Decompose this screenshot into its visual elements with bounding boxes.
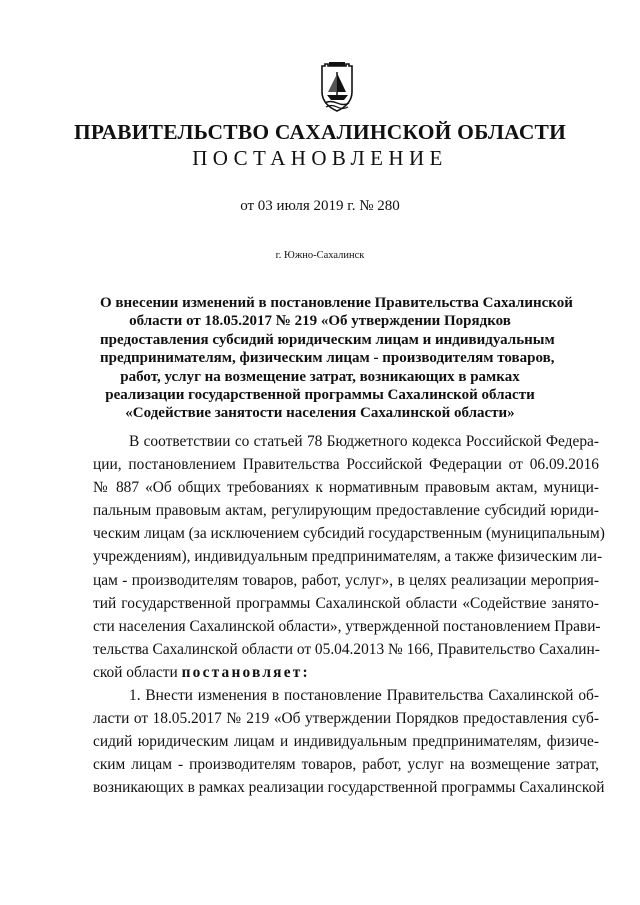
heading-line: предпринимателям, физическим лицам - производителям товаров, [100, 350, 555, 367]
heading-line: работ, услуг на возмещение затрат, возникающих в рамках [120, 368, 520, 385]
document-body [93, 430, 605, 800]
resolution-prefix: ской области [93, 663, 182, 681]
body-line: № 887 «Об общих требованиях к нормативным правовым актам, муници- [93, 479, 599, 497]
body-line: ции, постановлением Правительства Российской Федерации от 06.09.2016 [93, 456, 599, 474]
body-line: учреждениям), индивидуальным предпринимателям, а также физическим ли- [93, 548, 603, 566]
body-line: ческим лицам (за исключением субсидий государственным (муниципальным) [93, 525, 605, 543]
document-heading [100, 294, 573, 423]
body-line: пальным правовым актам, регулирующим предоставление субсидий юриди- [93, 502, 599, 520]
heading-line: области от 18.05.2017 № 219 «Об утверждении Порядков [129, 313, 511, 330]
body-line: ласти от 18.05.2017 № 219 «Об утверждении Порядков предоставления суб- [93, 710, 599, 728]
body-line: тий государственной программы Сахалинской области «Содействие занято- [93, 594, 599, 612]
body-line: В соответствии со статьей 78 Бюджетного кодекса Российской Федера- [129, 433, 599, 450]
heading-line: реализации государственной программы Сахалинской области [105, 387, 535, 404]
body-line-resolution [93, 661, 599, 684]
heading-line: «Содействие занятости населения Сахалинской области» [125, 405, 515, 422]
body-line: тельства Сахалинской области от 05.04.2013 № 166, Правительство Сахалин- [93, 640, 600, 658]
body-line: возникающих в рамках реализации государственной программы Сахалинской [93, 779, 605, 797]
body-line: ским лицам - производителям товаров, работ, услуг на возмещение затрат, [93, 756, 599, 774]
document-type: ПОСТАНОВЛЕНИЕ [192, 146, 448, 170]
heading-line: О внесении изменений в постановление Правительства Сахалинской [100, 295, 573, 311]
heading-line: предоставления субсидий юридическим лицам и индивидуальным [100, 331, 555, 348]
document-city: г. Южно-Сахалинск [275, 250, 365, 261]
body-line: 1. Внести изменения в постановление Правительства Сахалинской об- [129, 687, 599, 705]
body-line: сти населения Сахалинской области», утвержденной постановлением Прави- [93, 617, 601, 635]
coat-of-arms-icon [318, 62, 356, 112]
body-line: сидий юридическим лицам и индивидуальным предпринимателям, физиче- [93, 733, 599, 751]
body-line: цам - производителям товаров, работ, услуг», в целях реализации мероприя- [93, 571, 599, 589]
resolution-keyword: постановляет: [181, 663, 310, 681]
government-title: ПРАВИТЕЛЬСТВО САХАЛИНСКОЙ ОБЛАСТИ [73, 120, 567, 144]
document-date-number: от 03 июля 2019 г. № 280 [240, 198, 400, 214]
